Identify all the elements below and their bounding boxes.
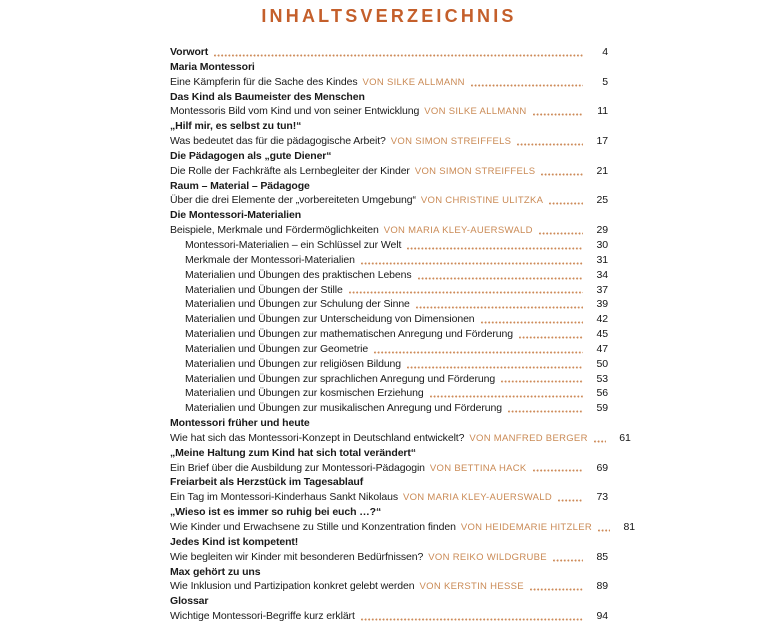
toc-entry bbox=[170, 342, 608, 357]
toc-section-heading bbox=[170, 208, 608, 223]
toc-entry bbox=[170, 253, 608, 268]
dotted-leader bbox=[407, 247, 583, 250]
toc-entry-title: Montessoris Bild vom Kind und von seiner Entwicklung bbox=[170, 105, 420, 118]
dotted-leader bbox=[558, 499, 583, 502]
dotted-leader bbox=[471, 84, 583, 87]
toc-entry-title: Wichtige Montessori-Begriffe kurz erklärt bbox=[170, 610, 355, 623]
toc-entry-page-number: 45 bbox=[596, 328, 608, 341]
toc-entry-title: Materialien und Übungen zur musikalischen Anregung und Förderung bbox=[185, 402, 502, 415]
toc-section-heading bbox=[170, 505, 608, 520]
toc-entry-title: Wie Kinder und Erwachsene zu Stille und Konzentration finden bbox=[170, 521, 456, 533]
toc-section-heading-label: Das Kind als Baumeister des Menschen bbox=[170, 90, 365, 103]
dotted-leader bbox=[361, 262, 583, 265]
toc-entry-author: VON SILKE ALLMANN bbox=[362, 76, 465, 88]
toc-entry-title: Materialien und Übungen zur Schulung der Sinne bbox=[185, 298, 410, 311]
toc-entry-title: Über die drei Elemente der „vorbereiteten Umgebung“ bbox=[170, 194, 416, 207]
toc-entry bbox=[170, 134, 608, 149]
dotted-leader bbox=[508, 410, 583, 413]
toc-entry bbox=[170, 609, 608, 624]
toc-section-heading-label: „Hilf mir, es selbst zu tun!“ bbox=[170, 120, 302, 133]
toc-entry-title: Merkmale der Montessori-Materialien bbox=[185, 253, 355, 266]
toc-entry-title: Beispiele, Merkmale und Fördermöglichkeiten bbox=[170, 224, 379, 237]
dotted-leader bbox=[481, 321, 583, 324]
dotted-leader bbox=[374, 351, 583, 354]
toc-entry bbox=[170, 579, 608, 594]
toc-entry-title: Materialien und Übungen zur religiösen Bildung bbox=[185, 357, 402, 370]
toc-entry-title: Die Rolle der Fachkräfte als Lernbegleiter der Kinder bbox=[170, 164, 410, 177]
toc-entry-title: Materialien und Übungen zur Geometrie bbox=[185, 342, 369, 355]
toc-entry-page-number: 61 bbox=[619, 431, 631, 444]
toc-section-heading bbox=[170, 475, 608, 490]
toc-entry-title: Vorwort bbox=[170, 46, 209, 58]
toc-section-heading bbox=[170, 446, 608, 461]
dotted-leader bbox=[598, 529, 610, 532]
toc-entry bbox=[170, 297, 608, 312]
toc-entry-page-number: 85 bbox=[596, 550, 608, 563]
toc-entry-title: Materialien und Übungen zur kosmischen Erziehung bbox=[185, 387, 424, 400]
toc-entry bbox=[170, 401, 608, 416]
dotted-leader bbox=[407, 366, 583, 369]
toc-entry bbox=[170, 431, 631, 446]
toc-section-heading-label: Raum – Material – Pädagoge bbox=[170, 179, 310, 192]
dotted-leader bbox=[501, 380, 583, 383]
dotted-leader bbox=[418, 277, 583, 280]
toc-entry bbox=[170, 550, 608, 565]
toc-entry-title: Materialien und Übungen der Stille bbox=[185, 283, 343, 296]
toc-entry-title: Materialien und Übungen zur mathematischen Anregung und Förderung bbox=[185, 328, 513, 341]
toc-entry bbox=[170, 461, 608, 476]
toc-entry bbox=[170, 490, 608, 505]
toc-entry-page-number: 56 bbox=[596, 387, 608, 400]
dotted-leader bbox=[530, 588, 583, 591]
toc-entry-title: Wie Inklusion und Partizipation konkret gelebt werden bbox=[170, 580, 415, 593]
dotted-leader bbox=[594, 440, 606, 443]
toc-entry-page-number: 53 bbox=[596, 372, 608, 385]
toc-section-heading bbox=[170, 535, 608, 550]
toc-entry-page-number: 47 bbox=[596, 342, 608, 355]
toc-entry bbox=[170, 75, 608, 90]
toc-section-heading bbox=[170, 565, 608, 580]
toc-entry-page-number: 69 bbox=[596, 461, 608, 474]
toc-entry-title: Materialien und Übungen zur sprachlichen Anregung und Förderung bbox=[185, 372, 496, 385]
toc-entry-page-number: 39 bbox=[596, 298, 608, 311]
toc-entry-author: VON MANFRED BERGER bbox=[469, 432, 588, 444]
toc-list bbox=[170, 45, 636, 624]
toc-section-heading bbox=[170, 179, 608, 194]
toc-entry-page-number: 37 bbox=[596, 283, 608, 296]
toc-entry-author: VON MARIA KLEY-AUERSWALD bbox=[402, 492, 553, 504]
toc-entry-page-number: 81 bbox=[623, 521, 636, 533]
toc-entry-page-number: 42 bbox=[596, 313, 608, 326]
toc-section-heading-label: Jedes Kind ist kompetent! bbox=[170, 535, 299, 548]
toc-section-heading bbox=[170, 119, 608, 134]
dotted-leader bbox=[517, 143, 583, 146]
toc-section-heading-label: Max gehört zu uns bbox=[170, 565, 261, 578]
toc-entry-page-number: 73 bbox=[596, 491, 608, 504]
toc-section-heading-label: „Meine Haltung zum Kind hat sich total verändert“ bbox=[170, 446, 416, 459]
dotted-leader bbox=[553, 559, 583, 562]
toc-entry bbox=[170, 327, 608, 342]
toc-entry-author: VON REIKO WILDGRUBE bbox=[428, 551, 547, 563]
toc-entry-page-number: 31 bbox=[596, 253, 608, 266]
toc-entry-page-number: 50 bbox=[596, 357, 608, 370]
toc-entry bbox=[170, 372, 608, 387]
dotted-leader bbox=[539, 232, 583, 235]
toc-entry-title: Materialien und Übungen des praktischen Lebens bbox=[185, 268, 412, 281]
toc-entry-author: VON KERSTIN HESSE bbox=[419, 581, 524, 593]
toc-entry-author: VON SIMON STREIFFELS bbox=[390, 136, 512, 148]
dotted-leader bbox=[430, 395, 583, 398]
toc-entry-page-number: 89 bbox=[596, 580, 608, 593]
toc-section-heading-label: „Wieso ist es immer so ruhig bei euch …?“ bbox=[170, 506, 382, 519]
dotted-leader bbox=[519, 336, 583, 339]
toc-entry-title: Wie hat sich das Montessori-Konzept in Deutschland entwickelt? bbox=[170, 431, 465, 444]
toc-entry bbox=[170, 268, 608, 283]
toc-section-heading-label: Maria Montessori bbox=[170, 60, 255, 73]
toc-section-heading bbox=[170, 594, 608, 609]
toc-entry-title: Wie begleiten wir Kinder mit besonderen Bedürfnissen? bbox=[170, 550, 424, 563]
toc-entry bbox=[170, 104, 608, 119]
dotted-leader bbox=[549, 202, 583, 205]
toc-entry bbox=[170, 386, 608, 401]
toc-entry-page-number: 59 bbox=[596, 402, 608, 415]
toc-entry bbox=[170, 45, 608, 60]
toc-section-heading bbox=[170, 149, 608, 164]
toc-entry-page-number: 25 bbox=[596, 194, 608, 207]
toc-section-heading-label: Die Pädagogen als „gute Diener“ bbox=[170, 149, 332, 162]
toc-entry-page-number: 11 bbox=[597, 105, 608, 118]
toc-entry-author: VON MARIA KLEY-AUERSWALD bbox=[383, 225, 533, 237]
toc-section-heading-label: Freiarbeit als Herzstück im Tagesablauf bbox=[170, 476, 364, 489]
toc-section-heading-label: Montessori früher und heute bbox=[170, 417, 310, 430]
dotted-leader bbox=[416, 306, 583, 309]
toc-entry-page-number: 29 bbox=[596, 224, 608, 237]
toc-section-heading bbox=[170, 416, 608, 431]
dotted-leader bbox=[361, 618, 583, 621]
toc-entry-author: VON SIMON STREIFFELS bbox=[414, 165, 536, 177]
toc-entry-page-number: 94 bbox=[596, 610, 608, 623]
dotted-leader bbox=[533, 469, 583, 472]
toc-section-heading bbox=[170, 90, 608, 105]
toc-entry-page-number: 4 bbox=[602, 46, 608, 58]
toc-entry-page-number: 17 bbox=[596, 135, 608, 148]
dotted-leader bbox=[214, 54, 583, 57]
toc-entry-title: Ein Brief über die Ausbildung zur Montessori-Pädagogin bbox=[170, 461, 425, 474]
toc-entry-page-number: 34 bbox=[596, 268, 608, 281]
toc-entry-title: Materialien und Übungen zur Unterscheidung von Dimensionen bbox=[185, 313, 475, 326]
dotted-leader bbox=[533, 113, 583, 116]
page-title: INHALTSVERZEICHNIS bbox=[261, 6, 517, 26]
toc-entry bbox=[170, 357, 608, 372]
toc-entry bbox=[170, 164, 608, 179]
toc-entry-page-number: 5 bbox=[602, 75, 608, 88]
toc-entry-author: VON CHRISTINE ULITZKA bbox=[420, 195, 544, 207]
toc-entry-page-number: 21 bbox=[596, 164, 608, 177]
dotted-leader bbox=[541, 173, 583, 176]
toc-entry-page-number: 30 bbox=[596, 238, 608, 251]
toc-entry bbox=[170, 283, 608, 298]
toc-entry bbox=[170, 223, 608, 238]
toc-entry-title: Ein Tag im Montessori-Kinderhaus Sankt Nikolaus bbox=[170, 491, 398, 504]
toc-entry bbox=[170, 193, 608, 208]
toc-entry-title: Eine Kämpferin für die Sache des Kindes bbox=[170, 75, 358, 88]
toc-entry-author: VON HEIDEMARIE HITZLER bbox=[460, 522, 593, 533]
toc-entry-author: VON SILKE ALLMANN bbox=[424, 106, 527, 118]
toc-section-heading-label: Glossar bbox=[170, 595, 209, 608]
toc-entry bbox=[170, 238, 608, 253]
toc-section-heading bbox=[170, 60, 608, 75]
toc-section-heading-label: Die Montessori-Materialien bbox=[170, 209, 302, 222]
toc-entry-author: VON BETTINA HACK bbox=[429, 462, 527, 474]
dotted-leader bbox=[349, 291, 583, 294]
toc-entry bbox=[170, 312, 608, 327]
toc-entry bbox=[170, 520, 636, 535]
toc-entry-title: Was bedeutet das für die pädagogische Arbeit? bbox=[170, 135, 386, 148]
toc-entry-title: Montessori-Materialien – ein Schlüssel zur Welt bbox=[185, 238, 402, 251]
